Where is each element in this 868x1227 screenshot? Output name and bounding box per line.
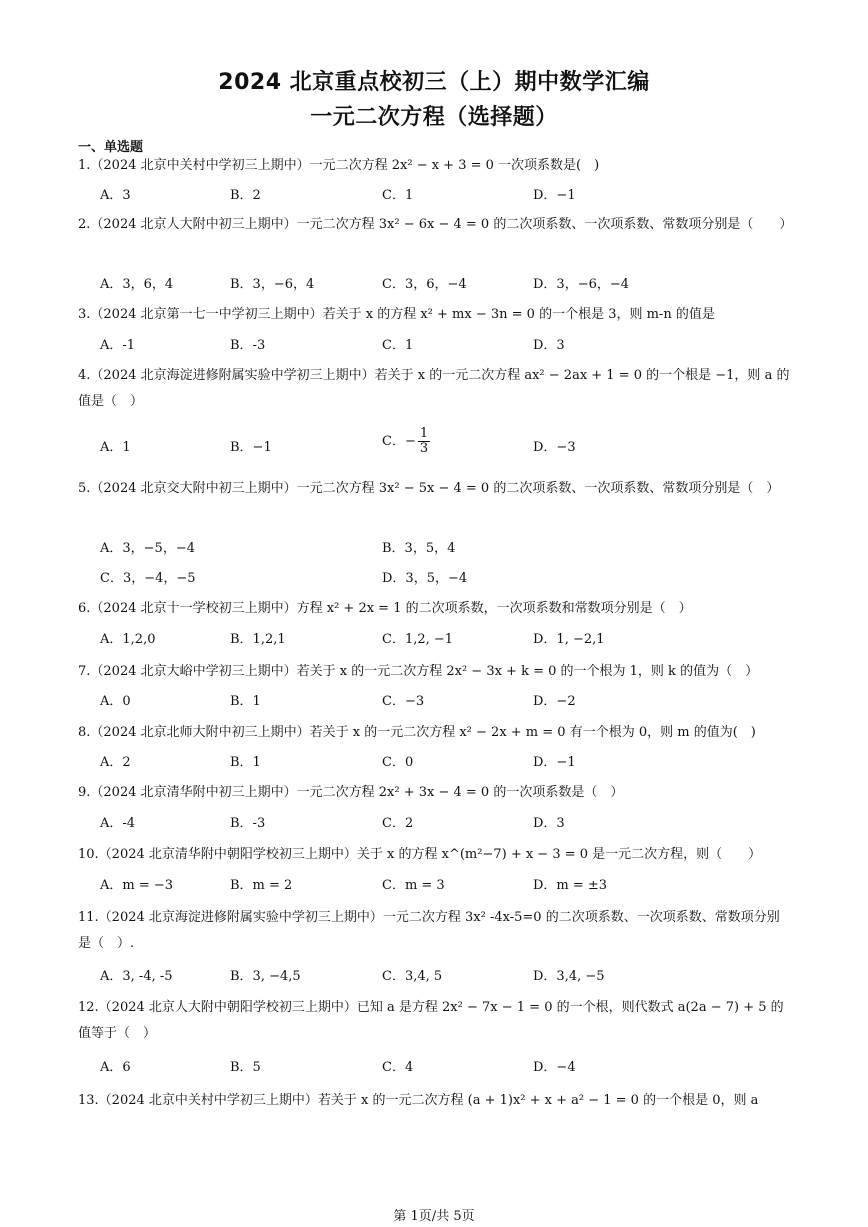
option-a: A．3: [100, 188, 131, 203]
options-q5-row1: [0, 538, 868, 560]
option-a: A．3, -4, -5: [100, 969, 173, 984]
option-b: B．2: [230, 188, 261, 203]
option-b: B．1,2,1: [230, 632, 286, 647]
option-d: D．1, −2,1: [533, 632, 605, 647]
option-b: B．1: [230, 694, 261, 709]
option-c: C．3，6，−4: [382, 277, 467, 292]
options-q2: [0, 274, 868, 296]
option-b: B．3，5，4: [382, 541, 456, 556]
option-b: B．−1: [230, 440, 272, 455]
option-d: D．m = ±3: [533, 878, 608, 893]
option-c: C．− $\frac{1}{3}$: [382, 426, 429, 456]
options-q1: [0, 185, 868, 207]
question-8: 8.（2024 北京北师大附中初三上期中）若关于 x 的一元二次方程 x² − 2x + m = 0 有一个根为 0，则 m 的值为( ): [78, 725, 756, 740]
option-d: D．3，−6，−4: [533, 277, 630, 292]
option-b: B．-3: [230, 338, 266, 353]
option-b: B．1: [230, 755, 261, 770]
option-c: C．3，−4，−5: [100, 571, 196, 586]
option-d: D．−1: [533, 755, 576, 770]
question-7: 7.（2024 北京大峪中学初三上期中）若关于 x 的一元二次方程 2x² − 3x + k = 0 的一个根为 1，则 k 的值为（ ）: [78, 664, 759, 679]
option-d: D．3,4, −5: [533, 969, 605, 984]
option-c: C．m = 3: [382, 878, 445, 893]
question-3: 3.（2024 北京第一七一中学初三上期中）若关于 x 的方程 x² + mx − 3n = 0 的一个根是 3，则 m-n 的值是: [78, 307, 715, 322]
options-q9: [0, 813, 868, 835]
option-a: A．-4: [100, 816, 136, 831]
option-b: B．-3: [230, 816, 266, 831]
question-11: 11.（2024 北京海淀进修附属实验中学初三上期中）一元二次方程 3x² -4x-5=0 的二次项系数、一次项系数、常数项分别是（ ）.: [78, 910, 780, 951]
option-c: C．0: [382, 755, 414, 770]
option-d: D．−2: [533, 694, 576, 709]
option-c: C．1: [382, 338, 414, 353]
options-q6: [0, 629, 868, 651]
option-a: A．-1: [100, 338, 136, 353]
options-q7: [0, 691, 868, 713]
document-title: 2024 北京重点校初三（上）期中数学汇编: [218, 70, 650, 95]
option-a: A．m = −3: [100, 878, 174, 893]
option-b: B．m = 2: [230, 878, 293, 893]
options-q3: [0, 335, 868, 357]
option-d: D．−4: [533, 1060, 576, 1075]
question-5: 5.（2024 北京交大附中初三上期中）一元二次方程 3x² − 5x − 4 = 0 的二次项系数、一次项系数、常数项分别是（ ）: [78, 481, 780, 496]
option-b: B．3, −4,5: [230, 969, 301, 984]
option-a: A．3，6，4: [100, 277, 174, 292]
question-9: 9.（2024 北京清华附中初三上期中）一元二次方程 2x² + 3x − 4 = 0 的一次项系数是（ ）: [78, 785, 624, 800]
option-a: A．2: [100, 755, 131, 770]
page-number: 第 1页/共 5页: [393, 1209, 475, 1224]
question-2: 2.（2024 北京人大附中初三上期中）一元二次方程 3x² − 6x − 4 = 0 的二次项系数、一次项系数、常数项分别是（ ）: [78, 217, 793, 232]
option-a: A．0: [100, 694, 131, 709]
section-heading: 一、单选题: [78, 140, 144, 155]
options-q4: [0, 426, 868, 459]
options-q5-row2: [0, 568, 868, 590]
question-4: 4.（2024 北京海淀进修附属实验中学初三上期中）若关于 x 的一元二次方程 ax² − 2ax + 1 = 0 的一个根是 −1，则 a 的值是（ ）: [78, 368, 790, 409]
question-6: 6.（2024 北京十一学校初三上期中）方程 x² + 2x = 1 的二次项系数，一次项系数和常数项分别是（ ）: [78, 601, 692, 616]
question-10: 10.（2024 北京清华附中朝阳学校初三上期中）关于 x 的方程 x^(m²−7) + x − 3 = 0 是一元二次方程，则（ ）: [78, 847, 762, 862]
options-q10: [0, 875, 868, 897]
option-c: C．1,2, −1: [382, 632, 454, 647]
option-d: D．3: [533, 816, 565, 831]
option-d: D．−3: [533, 440, 576, 455]
option-c: C．3,4, 5: [382, 969, 443, 984]
option-d: D．3: [533, 338, 565, 353]
option-a: A．1,2,0: [100, 632, 156, 647]
option-c: C．2: [382, 816, 414, 831]
option-b: B．3，−6，4: [230, 277, 315, 292]
question-1: 1.（2024 北京中关村中学初三上期中）一元二次方程 2x² − x + 3 = 0 一次项系数是( ): [78, 158, 600, 173]
option-a: A．6: [100, 1060, 131, 1075]
options-q8: [0, 752, 868, 774]
option-a: A．3，−5，−4: [100, 541, 195, 556]
option-d: D．−1: [533, 188, 576, 203]
option-c: C．−3: [382, 694, 425, 709]
option-a: A．1: [100, 440, 131, 455]
options-q11: [0, 966, 868, 988]
option-d: D．3，5，−4: [382, 571, 468, 586]
options-q12: [0, 1057, 868, 1079]
fraction: $\frac{1}{3}$: [419, 426, 429, 456]
question-13: 13.（2024 北京中关村中学初三上期中）若关于 x 的一元二次方程 (a + 1)x² + x + a² − 1 = 0 的一个根是 0，则 a: [78, 1093, 759, 1108]
document-subtitle: 一元二次方程（选择题）: [310, 105, 558, 130]
option-c: C．4: [382, 1060, 414, 1075]
option-b: B．5: [230, 1060, 261, 1075]
option-c: C．1: [382, 188, 414, 203]
question-12: 12.（2024 北京人大附中朝阳学校初三上期中）已知 a 是方程 2x² − 7x − 1 = 0 的一个根，则代数式 a(2a − 7) + 5 的值等于（ ）: [78, 1000, 784, 1041]
